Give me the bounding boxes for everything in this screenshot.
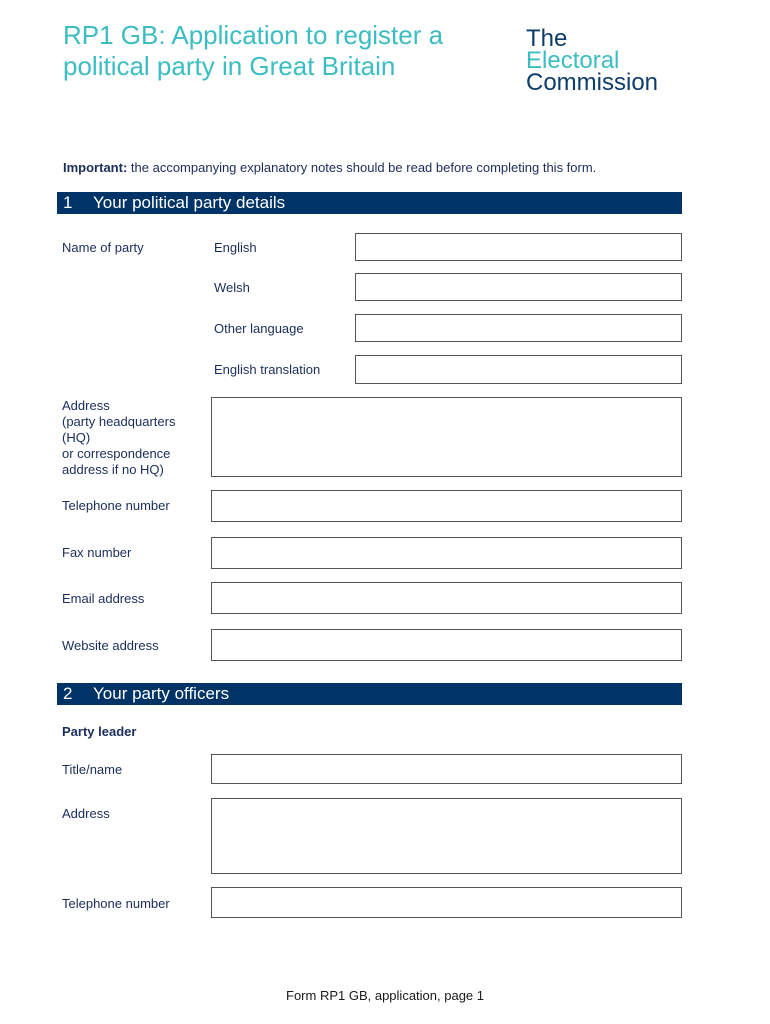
email-address-label: Email address bbox=[62, 591, 145, 606]
section-2-title: Your party officers bbox=[93, 684, 230, 703]
leader-address-field[interactable] bbox=[211, 798, 682, 874]
party-telephone-label: Telephone number bbox=[62, 498, 170, 513]
party-address-label bbox=[62, 398, 175, 478]
section-1-header bbox=[57, 192, 682, 214]
important-text: the accompanying explanatory notes should be read before completing this form. bbox=[130, 160, 597, 175]
section-2-number: 2 bbox=[63, 684, 73, 703]
address-label-line: (HQ) bbox=[62, 430, 91, 445]
logo-line-2: Electoral bbox=[526, 47, 620, 74]
leader-telephone-field[interactable] bbox=[211, 887, 682, 918]
leader-title-name-label: Title/name bbox=[62, 762, 123, 777]
website-address-label: Website address bbox=[62, 638, 159, 653]
party-telephone-field[interactable] bbox=[211, 490, 682, 522]
address-label-line: or correspondence bbox=[62, 446, 171, 461]
leader-telephone-label: Telephone number bbox=[62, 896, 170, 911]
address-label-line: Address bbox=[62, 398, 110, 413]
email-address-field[interactable] bbox=[211, 582, 682, 614]
other-language-field[interactable] bbox=[355, 314, 682, 342]
form-title: RP1 GB: Application to register a political party in Great Britain bbox=[63, 20, 444, 81]
other-language-label: Other language bbox=[214, 321, 304, 336]
english-translation-label: English translation bbox=[214, 362, 321, 377]
name-of-party-label: Name of party bbox=[62, 240, 144, 255]
english-name-field[interactable] bbox=[355, 233, 682, 261]
leader-address-label: Address bbox=[62, 806, 110, 821]
electoral-commission-logo bbox=[526, 25, 659, 96]
address-label-line: (party headquarters bbox=[62, 414, 176, 429]
leader-title-name-field[interactable] bbox=[211, 754, 682, 784]
welsh-name-label: Welsh bbox=[214, 280, 250, 295]
fax-number-label: Fax number bbox=[62, 545, 132, 560]
section-1-title: Your political party details bbox=[93, 193, 286, 212]
section-2-header bbox=[57, 683, 682, 705]
section-1-number: 1 bbox=[63, 193, 73, 212]
party-address-field[interactable] bbox=[211, 397, 682, 477]
welsh-name-field[interactable] bbox=[355, 273, 682, 301]
address-label-line: address if no HQ) bbox=[62, 462, 164, 477]
fax-number-field[interactable] bbox=[211, 537, 682, 569]
logo-line-1: The bbox=[526, 25, 568, 52]
logo-line-3: Commission bbox=[526, 69, 659, 96]
important-notice bbox=[63, 160, 596, 175]
english-name-label: English bbox=[214, 240, 257, 255]
english-translation-field[interactable] bbox=[355, 355, 682, 384]
website-address-field[interactable] bbox=[211, 629, 682, 661]
page-footer: Form RP1 GB, application, page 1 bbox=[286, 988, 484, 1003]
party-leader-subheading: Party leader bbox=[62, 724, 137, 739]
important-lead: Important: bbox=[63, 160, 128, 175]
